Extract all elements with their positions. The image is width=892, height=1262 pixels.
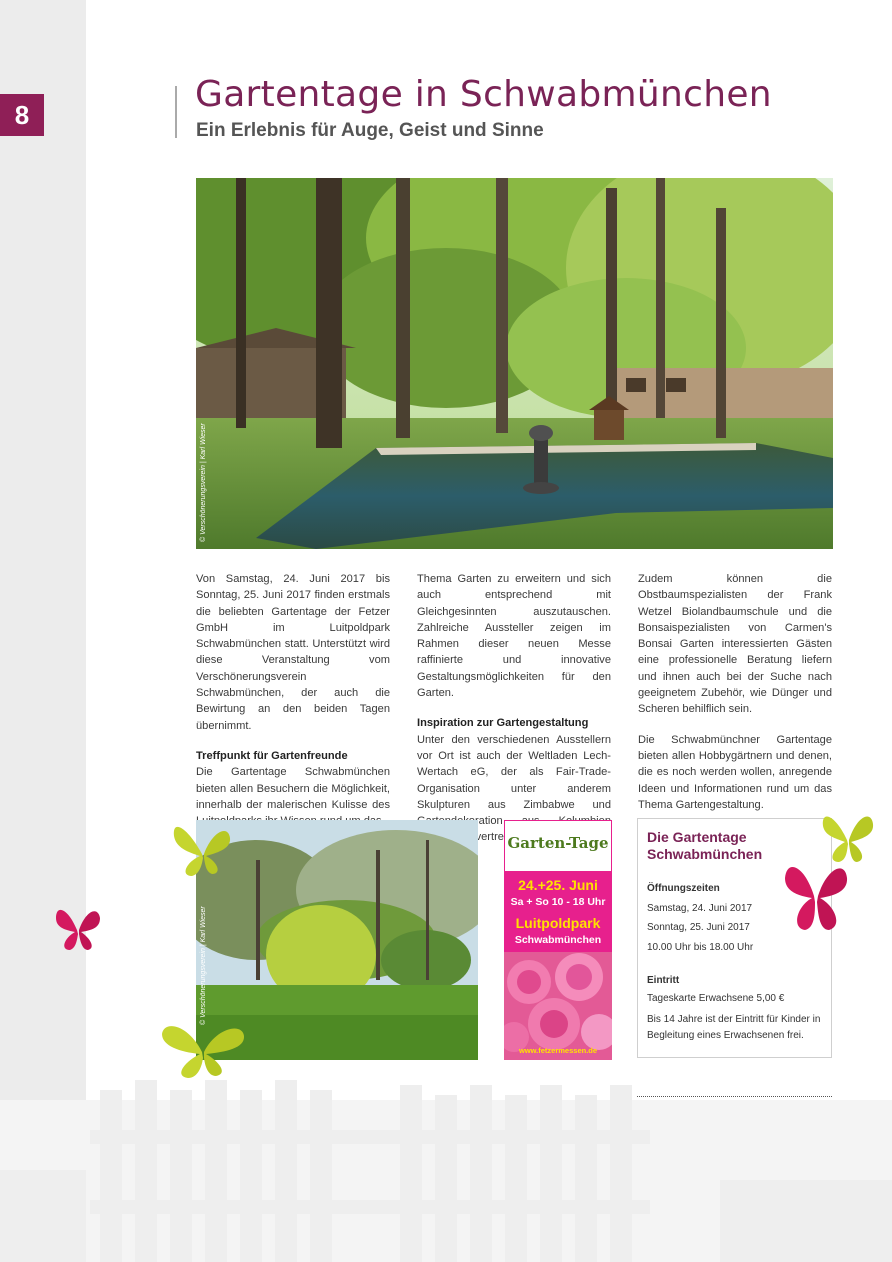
green-butterfly-icon [158, 1018, 248, 1080]
article-paragraph: Die Schwabmünchner Gartentage bieten allen Hobbygärtnern und denen, die es noch werden wollen, anregende Ideen und Informationen rund um das Thema Gartengestaltung. [638, 733, 832, 811]
admission-heading: Eintritt [647, 975, 680, 986]
info-title-line: Die Gartentage [647, 829, 747, 845]
info-box-title [647, 829, 762, 863]
poster-url: www.fetzermessen.de [518, 1046, 598, 1055]
poster-hours: Sa + So 10 - 18 Uhr [510, 896, 606, 908]
pink-butterfly-icon [52, 902, 104, 954]
event-poster [504, 820, 612, 1060]
poster-dates: 24.+25. Juni [518, 877, 598, 893]
page-number-tab: 8 [0, 94, 44, 136]
hero-photo-park-pond [196, 178, 833, 549]
opening-hours-heading: Öffnungszeiten [647, 883, 720, 894]
article-subheading: Inspiration zur Gartengestaltung [417, 717, 589, 730]
photo-credit: © Verschönerungsverein | Karl Wieser [200, 423, 207, 542]
page-title: Gartentage in Schwabmünchen [195, 74, 772, 115]
green-butterfly-icon [168, 818, 238, 880]
photo-credit: © Verschönerungsverein | Karl Wieser [200, 906, 207, 1025]
opening-hours-line: Samstag, 24. Juni 2017 [647, 903, 753, 914]
title-rule [175, 86, 177, 138]
roses-image [504, 952, 612, 1060]
opening-hours-list [647, 899, 753, 957]
pink-butterfly-icon [777, 856, 855, 936]
poster-logo: Garten-Tage [507, 834, 609, 852]
opening-hours-line: 10.00 Uhr bis 18.00 Uhr [647, 941, 754, 953]
article-paragraph: Zudem können die Obstbaumspezialisten der Frank Wetzel Biolandbaumschule und die Bonsaispezialisten von Carmen's Bonsai Garten interessierten Gästen eine professionelle Beratung liefern und ihnen auch bei der Suche nach geeignetem Zubehör, wie Dünger und Scheren behilflich sein. [638, 573, 832, 716]
info-box [637, 818, 832, 1058]
article-paragraph: Von Samstag, 24. Juni 2017 bis Sonntag, 25. Juni 2017 finden erstmals die beliebten Gartentage der Fetzer GmbH im Luitpoldpark Schwabmünchen statt. Unterstützt wird diese Veranstaltung vom Verschönerungsverein Schwabmünchen, der auch die Bewirtung an den beiden Tagen übernimmt. [196, 573, 390, 732]
opening-hours-line: Sonntag, 25. Juni 2017 [647, 922, 750, 934]
article-column-2 [417, 571, 611, 860]
info-title-line: Schwabmünchen [647, 846, 763, 862]
page-subtitle: Ein Erlebnis für Auge, Geist und Sinne [196, 120, 544, 141]
admission-price: Tageskarte Erwachsene 5,00 € [647, 993, 785, 1004]
admission-note: Bis 14 Jahre ist der Eintritt für Kinder in Begleitung eines Erwachsenen frei. [647, 1014, 821, 1041]
article-paragraph: Unter den verschiedenen Ausstellern vor Ort ist auch der Weltladen Lech-Wertach eG, der als Fair-Trade-Organisation unter anderem Skulpturen aus Zimbabwe und vertreten. [417, 733, 611, 844]
article-paragraph: Die Gartentage Schwabmünchen bieten allen Besuchern die Möglichkeit, innerhalb der malerischen Kulisse des [196, 766, 390, 811]
poster-park: Luitpoldpark [515, 915, 601, 931]
article-column-1 [196, 571, 390, 843]
fence-decoration [0, 1060, 892, 1262]
article-column-3 [638, 571, 832, 827]
article-paragraph: Thema Garten zu erweitern und sich auch entsprechend mit Gleichgesinnten auszutauschen. Zahlreiche Aussteller zeigen im Rahmen dieser neuen Messe raffinierte und innovative Gestaltungsmöglichkeiten für den Garten. [417, 573, 611, 700]
poster-city: Schwabmünchen [514, 934, 602, 946]
article-subheading: Treffpunkt für Gartenfreunde [196, 749, 348, 762]
